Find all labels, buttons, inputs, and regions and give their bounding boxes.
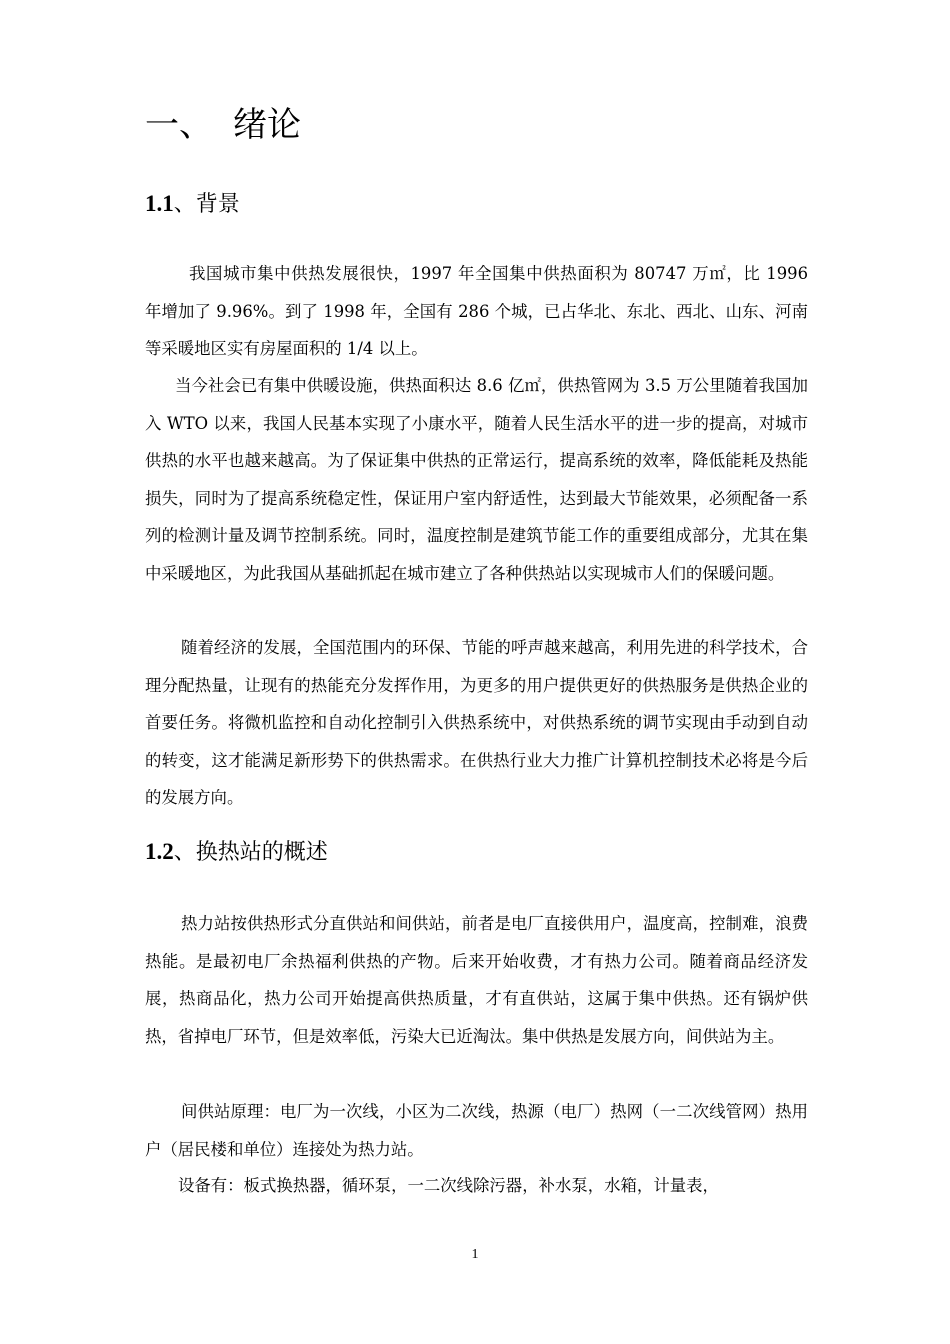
paragraph: 间供站原理：电厂为一次线，小区为二次线，热源（电厂）热网（一二次线管网）热用户（居民楼和单位）连接处为热力站。 [145, 1102, 808, 1159]
paragraph: 当今社会已有集中供暖设施，供热面积达 8.6 亿㎡，供热管网为 3.5 万公里随着我国加入 WTO 以来，我国人民基本实现了小康水平，随着人民生活水平的进一步的提高，对城市供热的水平也越来越高。为了保证集中供热的正常运行，提高系统的效率，降低能耗及热能损失，同时为了提高系统稳定性，保证用户室内舒适性，达到最大节能效果，必须配备一系列的检测计量及调节控制系统。同时，温度控制是建筑节能工作的重要组成部分，尤其在集中采暖地区，为此我国从基础抓起在城市建立了各种供热站以实现城市人们的保暖问题。 [145, 376, 808, 583]
section-heading-1-2 [145, 836, 328, 869]
section-number: 1.1 [145, 191, 174, 216]
paragraph: 随着经济的发展，全国范围内的环保、节能的呼声越来越高，利用先进的科学技术，合理分配热量，让现有的热能充分发挥作用，为更多的用户提供更好的供热服务是供热企业的首要任务。将微机监控和自动化控制引入供热系统中，对供热系统的调节实现由手动到自动的转变，这才能满足新形势下的供热需求。在供热行业大力推广计算机控制技术必将是今后的发展方向。 [145, 638, 808, 807]
section-number: 1.2 [145, 839, 174, 864]
chapter-heading [145, 100, 301, 150]
chapter-title: 绪论 [233, 105, 301, 145]
section-title: 、换热站的概述 [173, 840, 328, 865]
page-number: 1 [471, 1247, 479, 1262]
paragraph: 热力站按供热形式分直供站和间供站，前者是电厂直接供用户，温度高，控制难，浪费热能。是最初电厂余热福利供热的产物。后来开始收费，才有热力公司。随着商品经济发展，热商品化，热力公司开始提高供热质量，才有直供站，这属于集中供热。还有锅炉供热，省掉电厂环节，但是效率低，污染大已近淘汰。集中供热是发展方向，间供站为主。 [145, 914, 808, 1046]
section-title: 、背景 [173, 192, 240, 217]
chapter-number: 一、 [145, 105, 213, 145]
paragraph: 设备有：板式换热器，循环泵，一二次线除污器，补水泵，水箱，计量表， [178, 1176, 719, 1195]
section-heading-1-1 [145, 188, 240, 221]
paragraph: 我国城市集中供热发展很快，1997 年全国集中供热面积为 80747 万㎡，比 1996 年增加了 9.96%。到了 1998 年，全国有 286 个城，已占华北、东北、西北、山东、河南等采暖地区实有房屋面积的 1/4 以上。 [145, 264, 808, 358]
